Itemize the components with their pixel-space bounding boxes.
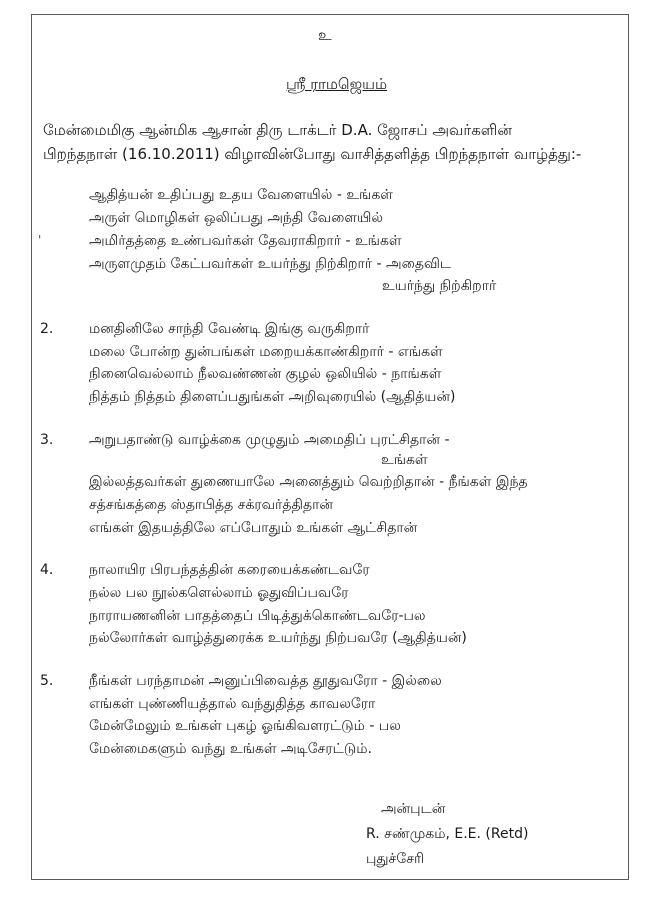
stanza-2-line-4: நித்தம் நித்தம் திளைப்பதுங்கள் அறிவுரையில் (ஆதித்யன்)	[89, 389, 456, 405]
stanza-4-line-2: நல்ல பல நூல்களெல்லாம் ஓதுவிப்பவரே	[89, 585, 349, 601]
stanza-5-line-3: மேன்மேலும் உங்கள் புகழ் ஓங்கிவளரட்டும் - பல	[89, 718, 401, 734]
stanza-1-line-3: அமிர்தத்தை உண்பவர்கள் தேவராகிறார் - உங்கள்	[89, 233, 402, 249]
stanza-1-line-1: ஆதித்யன் உதிப்பது உதய வேளையில் - உங்கள்	[89, 187, 393, 203]
stanza-1-line-2: அருள் மொழிகள் ஒலிப்பது அந்தி வேளையில்	[89, 210, 383, 226]
page-title: ஸ்ரீ ராமஜெயம்	[286, 75, 388, 93]
intro-line-2: பிறந்தநாள் (16.10.2011) விழாவின்போது வாசித்தளித்த பிறந்தநாள் வாழ்த்து:-	[43, 145, 582, 163]
stanza-3-line-1: அறுபதாண்டு வாழ்க்கை முழுதும் அமைதிப் புரட்சிதான் -	[89, 432, 450, 448]
stanza-2-line-1: மனதினிலே சாந்தி வேண்டி இங்கு வருகிறார்	[89, 321, 370, 337]
stanza-3-number: 3.	[40, 432, 54, 448]
signature-closing: அன்புடன்	[381, 801, 446, 817]
stanza-2-number: 2.	[40, 321, 54, 337]
pillaiyar-suzhi-mark: உ	[318, 26, 332, 44]
stanza-5-line-2: எங்கள் புண்ணியத்தால் வந்துதித்த காவலரோ	[89, 696, 376, 712]
stanza-4-line-3: நாராயணனின் பாதத்தைப் பிடித்துக்கொண்டவரே-பல	[89, 608, 426, 624]
signature-place: புதுச்சேரி	[366, 851, 425, 867]
stanza-4-line-1: நாலாயிர பிரபந்தத்தின் கரையைக்கண்டவரே	[89, 562, 370, 578]
stanza-5-line-4: மேன்மைகளும் வந்து உங்கள் அடிசேரட்டும்.	[89, 741, 372, 757]
stanza-3-line-4: சத்சங்கத்தை ஸ்தாபித்த சக்ரவர்த்திதான்	[89, 497, 333, 513]
stanza-2-line-3: நினைவெல்லாம் நீலவண்ணன் குழல் ஒலியில் - நாங்கள்	[89, 366, 442, 382]
stanza-5-line-1: நீங்கள் பரந்தாமன் அனுப்பிவைத்த தூதுவரோ - இல்லை	[89, 673, 442, 689]
margin-mark: '	[38, 233, 42, 247]
stanza-4-line-4: நல்லோர்கள் வாழ்த்துரைக்க உயர்ந்து நிற்பவரே (ஆதித்யன்)	[89, 630, 467, 646]
stanza-1-line-4: அருளமுதம் கேட்பவர்கள் உயர்ந்து நிற்கிறார் - அதைவிட	[89, 256, 452, 272]
stanza-3-line-5: எங்கள் இதயத்திலே எப்போதும் உங்கள் ஆட்சிதான்	[89, 520, 418, 536]
stanza-4-number: 4.	[40, 562, 54, 578]
stanza-5-number: 5.	[40, 673, 54, 689]
intro-line-1: மேன்மைமிகு ஆன்மிக ஆசான் திரு டாக்டர் D.A. ஜோசப் அவர்களின்	[43, 121, 512, 139]
stanza-3-line-2: உங்கள்	[381, 452, 428, 468]
stanza-1-line-5: உயர்ந்து நிற்கிறார்	[382, 278, 497, 294]
stanza-3-line-3: இல்லத்தவர்கள் துணையாலே அனைத்தும் வெற்றிதான் - நீங்கள் இந்த	[89, 474, 528, 490]
stanza-2-line-2: மலை போன்ற துன்பங்கள் மறையக்காண்கிறார் - எங்கள்	[89, 344, 443, 360]
signature-name: R. சண்முகம், E.E. (Retd)	[366, 826, 529, 842]
